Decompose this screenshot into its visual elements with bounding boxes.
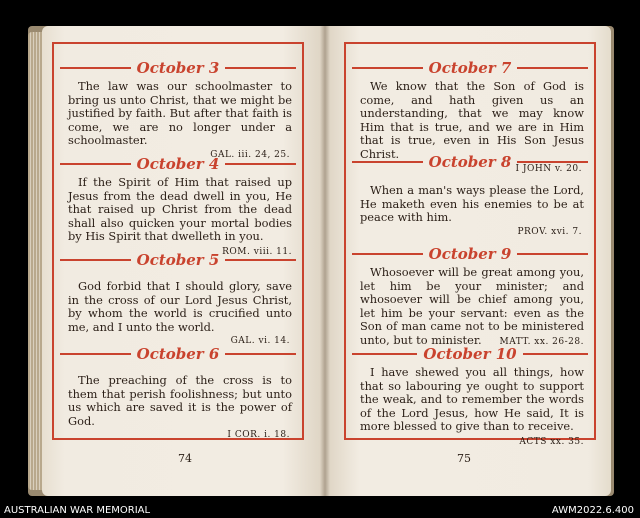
heading-rule: [225, 353, 296, 355]
verse-reference: ROM. viii. 11.: [222, 246, 292, 257]
entry-date: October 8: [428, 153, 512, 171]
heading-rule: [523, 353, 588, 355]
devotion-entry: [54, 154, 302, 260]
page-number-right: 75: [457, 452, 471, 465]
entry-date: October 10: [423, 345, 517, 363]
source-caption: AUSTRALIAN WAR MEMORIAL: [4, 505, 151, 516]
devotion-entry: [346, 344, 594, 450]
heading-rule: [517, 67, 588, 69]
verse-text: The law was our schoolmaster to bring us unto Christ, that we might be justified by faith. But after that faith is come, we are no longer under a schoolmaster.: [68, 79, 292, 148]
heading-rule: [352, 353, 417, 355]
entry-date: October 3: [136, 59, 220, 77]
entry-heading: [352, 152, 588, 172]
entry-date: October 5: [136, 251, 220, 269]
verse-reference: GAL. iii. 24, 25.: [210, 149, 290, 160]
entry-date: October 4: [136, 155, 220, 173]
verse-reference: MATT. xx. 26-28.: [499, 336, 584, 347]
heading-rule: [225, 67, 296, 69]
entry-heading: [60, 154, 296, 174]
verse-reference: I COR. i. 18.: [227, 430, 290, 441]
entry-heading: [60, 58, 296, 78]
verse-text: The preaching of the cross is to them that perish foolishness; but unto us which are saved it is the power of God.: [68, 373, 292, 428]
heading-rule: [60, 353, 131, 355]
entry-date: October 6: [136, 345, 220, 363]
entry-date: October 7: [428, 59, 512, 77]
heading-rule: [225, 259, 296, 261]
book-gutter: [320, 26, 330, 496]
devotion-entry: [346, 152, 594, 237]
verse-text: We know that the Son of God is come, and hath given us an understanding, that we may know Him that is true, and we are in Him that is true, even in His Son Jesus Christ.: [360, 79, 584, 161]
heading-rule: [517, 161, 588, 163]
heading-rule: [352, 161, 423, 163]
heading-rule: [60, 163, 131, 165]
verse-reference: I JOHN v. 20.: [515, 163, 582, 174]
verse-text: God forbid that I should glory, save in the cross of our Lord Jesus Christ, by whom the world is crucified unto me, and I unto the world.: [68, 279, 292, 334]
verse-text: [68, 175, 292, 257]
verse-reference: PROV. xvi. 7.: [517, 226, 582, 237]
devotion-entry: [54, 250, 302, 346]
verse-text: [360, 266, 584, 348]
entry-heading: [352, 244, 588, 264]
right-page-frame: [344, 42, 596, 447]
verse-reference: GAL. vi. 14.: [230, 336, 290, 347]
page-number-left: 74: [178, 452, 192, 465]
verse-text: When a man's ways please the Lord, He maketh even his enemies to be at peace with him.: [360, 183, 584, 225]
entry-heading: [60, 344, 296, 364]
heading-rule: [517, 253, 588, 255]
heading-rule: [225, 163, 296, 165]
devotion-entry: [346, 244, 594, 350]
entry-heading: [352, 344, 588, 364]
entry-heading: [60, 250, 296, 270]
verse-body: Whosoever will be great among you, let him be your minister; and whosoever will be chief among you, let him be your servant: even as the Son of man came not to be ministered unto, but to minister.: [360, 265, 584, 347]
entry-date: October 9: [428, 245, 512, 263]
heading-rule: [352, 253, 423, 255]
heading-rule: [60, 67, 131, 69]
devotion-entry: [54, 58, 302, 160]
heading-rule: [352, 67, 423, 69]
verse-body: If the Spirit of Him that raised up Jesus from the dead dwell in you, He that raised up Christ from the dead shall also quicken your mortal bodies by His Spirit that dwelleth in you.: [68, 175, 292, 244]
devotion-entry: [54, 344, 302, 440]
entry-heading: [352, 58, 588, 78]
accession-number: AWM2022.6.400: [551, 505, 634, 516]
verse-body: I have shewed you all things, how that so labouring ye ought to support the weak, and to remember the words of the Lord Jesus, how He said, It is more blessed to give than to receive.: [360, 365, 584, 434]
verse-reference: ACTS xx. 35.: [519, 436, 584, 447]
heading-rule: [60, 259, 131, 261]
left-page-frame: [52, 42, 304, 440]
verse-text: [360, 365, 584, 447]
